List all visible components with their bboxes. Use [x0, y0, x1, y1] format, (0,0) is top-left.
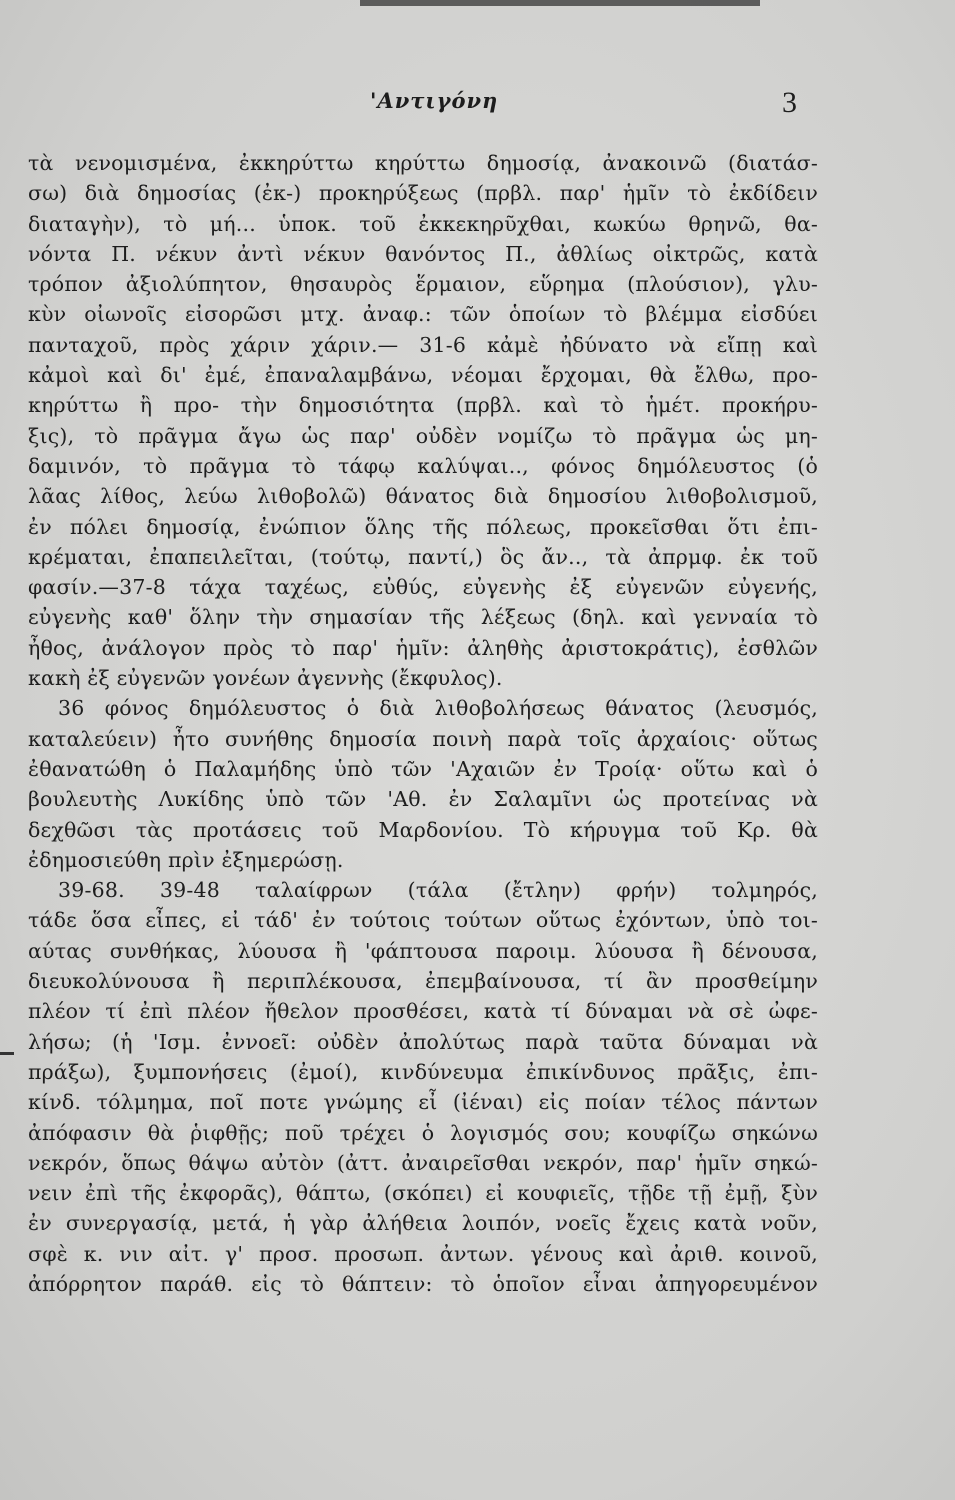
note-line: ἐθανατώθη ὁ Παλαμήδης ὑπὸ τῶν 'Αχαιῶν ἐν Τροίᾳ· οὕτω καὶ ὁ — [28, 756, 818, 781]
text-line: κηρύττω ἢ προ- τὴν δημοσιότητα (πρβλ. καὶ τὸ ἡμέτ. προκήρυ- — [28, 393, 818, 418]
page-number: 3 — [782, 86, 797, 119]
text-line: τὰ νενομισμένα, ἐκκηρύττω κηρύττω δημοσίᾳ, ἀνακοινῶ (διατάσ- — [28, 151, 818, 175]
note-line: ἐδημοσιεύθη πρὶν ἐξημερώσῃ. — [28, 847, 344, 872]
text-line: φασίν.—37-8 τάχα ταχέως, εὐθύς, εὐγενὴς ἐξ εὐγενῶν εὐγενής, — [28, 575, 818, 600]
text-line: ἐν συνεργασίᾳ, μετά, ἡ γὰρ ἀλήθεια λοιπόν, νοεῖς ἔχεις κατὰ νοῦν, — [28, 1211, 818, 1236]
text-line: διευκολύνουσα ἢ περιπλέκουσα, ἐπεμβαίνουσα, τί ἂν προσθείμην — [28, 969, 818, 994]
text-line: δαμινόν, τὸ πρᾶγμα τὸ τάφῳ καλύψαι.., φόνος δημόλευστος (ὁ — [28, 453, 818, 478]
text-line: κρέμαται, ἐπαπειλεῖται, (τούτῳ, παντί,) ὃς ἄν.., τὰ ἀπρμφ. ἐκ τοῦ — [28, 544, 818, 569]
text-line: ἦθος, ἀνάλογον πρὸς τὸ παρ' ἡμῖν: ἀληθὴς ἀριστοκράτις), ἐσθλῶν — [28, 635, 818, 660]
scan-top-edge — [360, 0, 760, 6]
text-line: νεκρόν, ὅπως θάψω αὐτὸν (ἀττ. ἀναιρεῖσθαι νεκρόν, παρ' ἡμῖν σηκώ- — [28, 1150, 818, 1175]
text-line: σφὲ κ. νιν αἰτ. γ' προσ. προσωπ. ἀντων. γένους καὶ ἀριθ. κοινοῦ, — [28, 1241, 818, 1266]
text-line: κακὴ ἐξ εὐγενῶν γονέων ἀγεννὴς (ἔκφυλος). — [28, 666, 503, 691]
text-line: ἐν πόλει δημοσίᾳ, ἐνώπιον ὅλης τῆς πόλεως, προκεῖσθαι ὅτι ἐπι- — [28, 514, 818, 539]
running-title: 'Αντιγόνη — [370, 88, 499, 113]
text-line: κίνδ. τόλμημα, ποῖ ποτε γνώμης εἶ (ἰέναι) εἰς ποίαν τέλος πάντων — [28, 1090, 818, 1115]
section-heading-line: 39-68. 39-48 ταλαίφρων (τάλα (ἔτλην) φρήν) τολμηρός, — [58, 878, 818, 903]
note-line: 36 φόνος δημόλευστος ὁ διὰ λιθοβολήσεως θάνατος (λευσμός, — [58, 696, 818, 721]
text-line: αύτας συνθήκας, λύουσα ἢ 'φάπτουσα παροιμ. λύουσα ἢ δένουσα, — [28, 938, 818, 963]
commentary-text — [28, 148, 818, 1299]
text-line: κὺν οἰωνοῖς εἰσορῶσι μτχ. ἀναφ.: τῶν ὁποίων τὸ βλέμμα εἰσδύει — [28, 302, 818, 327]
text-line: νόντα Π. νέκυν ἀντὶ νέκυν θανόντος Π., ἀθλίως οἰκτρῶς, κατὰ — [28, 241, 818, 266]
note-line: βουλευτὴς Λυκίδης ὑπὸ τῶν 'Αθ. ἐν Σαλαμῖνι ὡς προτείνας νὰ — [28, 787, 818, 812]
text-line: λήσω; (ἡ 'Ισμ. ἐννοεῖ: οὐδὲν ἀπολύτως παρὰ ταῦτα δύναμαι νὰ — [28, 1029, 818, 1054]
text-line: πράξω), ξυμπονήσεις (ἐμοί), κινδύνευμα ἐπικίνδυνος πρᾶξις, ἐπι- — [28, 1059, 818, 1084]
text-line: ἀπόρρητον παράθ. εἰς τὸ θάπτειν: τὸ ὁποῖον εἶναι ἀπηγορευμένον — [28, 1271, 818, 1296]
text-line: ξις), τὸ πρᾶγμα ἄγω ὡς παρ' οὐδὲν νομίζω τὸ πρᾶγμα ὡς μη- — [28, 423, 818, 448]
note-line: καταλεύειν) ἦτο συνήθης δημοσία ποινὴ παρὰ τοῖς ἀρχαίοις· οὕτως — [28, 726, 818, 751]
text-line: τρόπον ἀξιολύπητον, θησαυρὸς ἕρμαιον, εὕρημα (πλούσιον), γλυ- — [28, 272, 818, 297]
text-line: εὐγενὴς καθ' ὅλην τὴν σημασίαν τῆς λέξεως (δηλ. καὶ γενναία τὸ — [28, 605, 818, 630]
note-line: δεχθῶσι τὰς προτάσεις τοῦ Μαρδονίου. Τὸ κήρυγμα τοῦ Κρ. θὰ — [28, 817, 818, 842]
text-line: σω) διὰ δημοσίας (ἐκ-) προκηρύξεως (πρβλ. παρ' ἡμῖν τὸ ἐκδίδειν — [28, 181, 818, 206]
text-line: τάδε ὅσα εἶπες, εἰ τάδ' ἐν τούτοις τούτων οὕτως ἐχόντων, ὑπὸ τοι- — [28, 908, 818, 933]
text-line: πανταχοῦ, πρὸς χάριν χάριν.— 31-6 κἀμὲ ἠδύνατο νὰ εἴπῃ καὶ — [28, 332, 818, 357]
text-line: νειν ἐπὶ τῆς ἐκφορᾶς), θάπτω, (σκόπει) εἰ κουφιεῖς, τῇδε τῇ ἐμῇ, ξὺν — [28, 1181, 818, 1206]
text-line: πλέον τί ἐπὶ πλέον ἤθελον προσθέσει, κατὰ τί δύναμαι νὰ σὲ ὠφε- — [28, 999, 818, 1024]
text-line: λᾶας λίθος, λεύω λιθοβολῶ) θάνατος διὰ δημοσίου λιθοβολισμοῦ, — [28, 484, 818, 509]
scan-margin-mark — [0, 1052, 14, 1055]
text-line: κἀμοὶ καὶ δι' ἐμέ, ἐπαναλαμβάνω, νέομαι ἔρχομαι, θὰ ἔλθω, προ- — [28, 363, 818, 388]
text-line: ἀπόφασιν θὰ ῥιφθῇς; ποῦ τρέχει ὁ λογισμός σου; κουφίζω σηκώνω — [28, 1120, 818, 1145]
text-line: διαταγὴν), τὸ μή... ὑποκ. τοῦ ἐκκεκηρῦχθαι, κωκύω θρηνῶ, θα- — [28, 211, 818, 236]
page-header — [0, 88, 955, 128]
